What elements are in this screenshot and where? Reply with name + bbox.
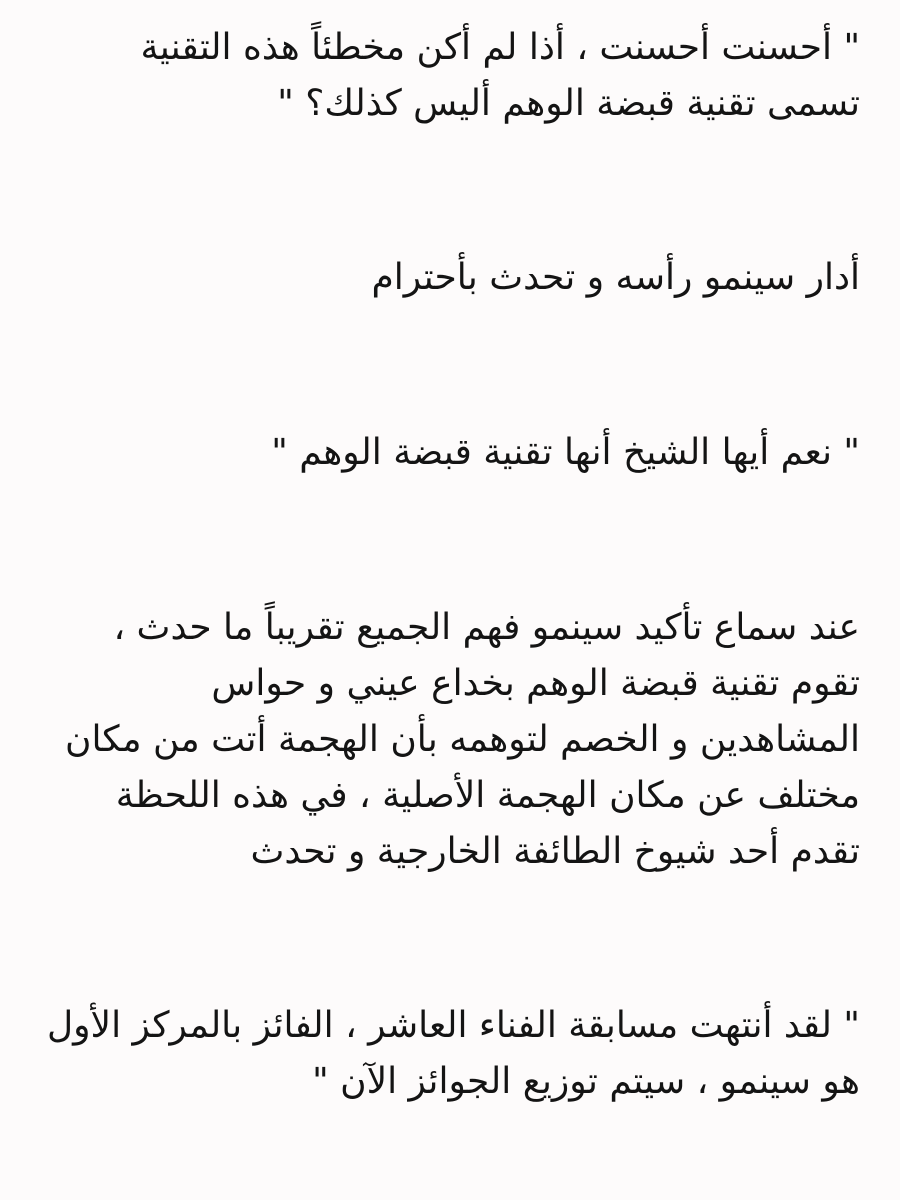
narration-paragraph-turn — [30, 250, 860, 306]
text-line: أدار سينمو رأسه و تحدث بأحترام — [371, 257, 860, 298]
text-line: مختلف عن مكان الهجمة الأصلية ، في هذه اللحظة — [115, 775, 860, 816]
text-line: هو سينمو ، سيتم توزيع الجوائز الآن " — [312, 1061, 860, 1102]
dialogue-paragraph-answer — [30, 425, 860, 481]
text-line: تقدم أحد شيوخ الطائفة الخارجية و تحدث — [250, 831, 860, 872]
dialogue-paragraph-announcement — [30, 998, 860, 1110]
text-line: تسمى تقنية قبضة الوهم أليس كذلك؟ " — [277, 83, 860, 124]
text-line: " نعم أيها الشيخ أنها تقنية قبضة الوهم " — [271, 432, 860, 473]
text-line: المشاهدين و الخصم لتوهمه بأن الهجمة أتت من مكان — [65, 719, 860, 760]
text-line: عند سماع تأكيد سينمو فهم الجميع تقريباً ما حدث ، — [113, 607, 860, 648]
text-line: تقوم تقنية قبضة الوهم بخداع عيني و حواس — [211, 663, 860, 704]
narration-paragraph-explanation — [30, 600, 860, 880]
text-line: " أحسنت أحسنت ، أذا لم أكن مخطئاً هذه التقنية — [140, 27, 860, 68]
text-line: " لقد أنتهت مسابقة الفناء العاشر ، الفائز بالمركز الأول — [47, 1005, 860, 1046]
dialogue-paragraph-elder-question — [30, 20, 860, 132]
